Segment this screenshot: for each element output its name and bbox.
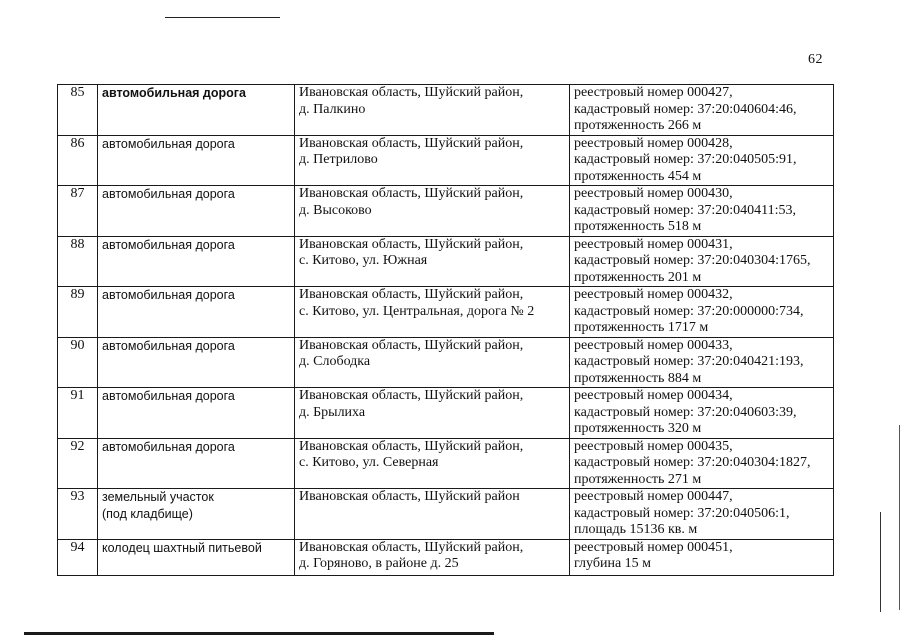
registry-info-line: реестровый номер 000433, xyxy=(574,337,733,353)
registry-info-line: протяженность 320 м xyxy=(574,421,702,436)
registry-info-line: протяженность 884 м xyxy=(574,370,702,386)
object-name-cell xyxy=(98,539,295,575)
row-number: 85 xyxy=(58,85,98,136)
top-rule xyxy=(165,17,280,18)
registry-info-cell xyxy=(570,85,834,136)
address-cell xyxy=(295,489,570,540)
address-line: Ивановская область, Шуйский район, xyxy=(299,85,524,100)
object-name-cell xyxy=(98,135,295,186)
object-name-line: автомобильная дорога xyxy=(102,338,235,353)
address-line: д. Петрилово xyxy=(299,152,378,167)
row-number: 89 xyxy=(58,287,98,338)
registry-info-cell xyxy=(570,236,834,287)
address-line: Ивановская область, Шуйский район, xyxy=(299,186,524,201)
object-name-line: автомобильная дорога xyxy=(102,288,235,302)
object-name-line: автомобильная дорога xyxy=(102,389,235,403)
object-name-cell xyxy=(98,186,295,237)
table-row xyxy=(58,539,834,575)
address-line: Ивановская область, Шуйский район, xyxy=(299,236,524,252)
object-name-cell xyxy=(98,85,295,136)
property-registry-table xyxy=(57,84,834,576)
registry-info-line: площадь 15136 кв. м xyxy=(574,522,698,537)
registry-info-line: протяженность 266 м xyxy=(574,118,702,133)
address-line: Ивановская область, Шуйский район, xyxy=(299,337,524,353)
object-name-cell xyxy=(98,388,295,439)
address-cell xyxy=(295,388,570,439)
row-number: 87 xyxy=(58,186,98,237)
registry-info-line: реестровый номер 000435, xyxy=(574,438,733,454)
registry-info-line: протяженность 1717 м xyxy=(574,320,709,335)
object-name-cell xyxy=(98,438,295,489)
registry-info-cell xyxy=(570,186,834,237)
address-line: Ивановская область, Шуйский район, xyxy=(299,388,524,403)
address-line: Ивановская область, Шуйский район, xyxy=(299,135,524,151)
address-line: Ивановская область, Шуйский район, xyxy=(299,539,524,555)
table-row xyxy=(58,287,834,338)
registry-info-line: кадастровый номер: 37:20:040506:1, xyxy=(574,505,790,521)
table-row xyxy=(58,337,834,388)
registry-info-line: реестровый номер 000428, xyxy=(574,135,733,151)
registry-info-line: реестровый номер 000430, xyxy=(574,186,733,201)
registry-info-line: кадастровый номер: 37:20:040304:1765, xyxy=(574,253,811,268)
object-name-cell xyxy=(98,287,295,338)
registry-info-cell xyxy=(570,489,834,540)
address-line: Ивановская область, Шуйский район, xyxy=(299,438,524,454)
registry-info-line: кадастровый номер: 37:20:040421:193, xyxy=(574,354,804,369)
table-row xyxy=(58,85,834,136)
address-line: д. Слободка xyxy=(299,354,371,369)
registry-info-line: глубина 15 м xyxy=(574,556,652,571)
registry-info-cell xyxy=(570,388,834,439)
object-name-line: (под кладбище) xyxy=(102,506,193,521)
table-row xyxy=(58,438,834,489)
row-number: 88 xyxy=(58,236,98,287)
table-row xyxy=(58,236,834,287)
object-name-line: автомобильная дорога xyxy=(102,86,246,100)
registry-info-line: реестровый номер 000451, xyxy=(574,539,733,555)
address-cell xyxy=(295,186,570,237)
address-cell xyxy=(295,85,570,136)
object-name-cell xyxy=(98,236,295,287)
address-line: д. Горяново, в районе д. 25 xyxy=(299,556,459,571)
registry-info-line: кадастровый номер: 37:20:000000:734, xyxy=(574,303,804,319)
address-line: д. Высоково xyxy=(299,202,372,218)
registry-info-line: протяженность 518 м xyxy=(574,219,702,234)
address-line: с. Китово, ул. Центральная, дорога № 2 xyxy=(299,303,535,319)
row-number: 92 xyxy=(58,438,98,489)
page-number: 62 xyxy=(808,52,823,67)
address-cell xyxy=(295,337,570,388)
registry-info-line: кадастровый номер: 37:20:040505:91, xyxy=(574,152,797,167)
registry-info-line: кадастровый номер: 37:20:040411:53, xyxy=(574,202,796,218)
table-row xyxy=(58,186,834,237)
object-name-line: земельный участок xyxy=(102,490,214,504)
registry-info-cell xyxy=(570,438,834,489)
registry-info-line: кадастровый номер: 37:20:040604:46, xyxy=(574,101,797,117)
address-cell xyxy=(295,438,570,489)
object-name-line: автомобильная дорога xyxy=(102,439,235,454)
object-name-line: автомобильная дорога xyxy=(102,187,235,201)
margin-scan-mark xyxy=(899,425,900,610)
address-line: с. Китово, ул. Северная xyxy=(299,455,439,470)
object-name-cell xyxy=(98,489,295,540)
registry-info-line: реестровый номер 000427, xyxy=(574,85,733,100)
registry-info-line: реестровый номер 000432, xyxy=(574,287,733,302)
table-row xyxy=(58,489,834,540)
address-line: с. Китово, ул. Южная xyxy=(299,253,428,268)
registry-info-line: реестровый номер 000434, xyxy=(574,388,733,403)
address-line: д. Брылиха xyxy=(299,404,366,420)
registry-info-line: реестровый номер 000447, xyxy=(574,489,733,504)
row-number: 91 xyxy=(58,388,98,439)
row-number: 86 xyxy=(58,135,98,186)
object-name-line: автомобильная дорога xyxy=(102,237,235,252)
row-number: 94 xyxy=(58,539,98,575)
registry-info-cell xyxy=(570,337,834,388)
address-line: Ивановская область, Шуйский район xyxy=(299,489,520,504)
registry-info-line: кадастровый номер: 37:20:040603:39, xyxy=(574,404,797,420)
registry-info-line: протяженность 271 м xyxy=(574,471,702,487)
table-row xyxy=(58,135,834,186)
registry-body xyxy=(58,85,834,576)
registry-info-cell xyxy=(570,539,834,575)
bottom-scan-bar xyxy=(24,632,494,635)
table-row xyxy=(58,388,834,439)
address-cell xyxy=(295,539,570,575)
registry-info-line: кадастровый номер: 37:20:040304:1827, xyxy=(574,455,811,470)
registry-info-line: реестровый номер 000431, xyxy=(574,236,733,252)
row-number: 93 xyxy=(58,489,98,540)
object-name-line: автомобильная дорога xyxy=(102,136,235,151)
address-cell xyxy=(295,287,570,338)
address-cell xyxy=(295,236,570,287)
object-name-line: колодец шахтный питьевой xyxy=(102,540,262,555)
row-number: 90 xyxy=(58,337,98,388)
registry-info-line: протяженность 454 м xyxy=(574,168,702,184)
registry-info-line: протяженность 201 м xyxy=(574,269,702,285)
registry-info-cell xyxy=(570,135,834,186)
margin-scan-mark xyxy=(880,512,881,612)
object-name-cell xyxy=(98,337,295,388)
address-line: д. Палкино xyxy=(299,101,366,117)
address-line: Ивановская область, Шуйский район, xyxy=(299,287,524,302)
address-cell xyxy=(295,135,570,186)
registry-info-cell xyxy=(570,287,834,338)
